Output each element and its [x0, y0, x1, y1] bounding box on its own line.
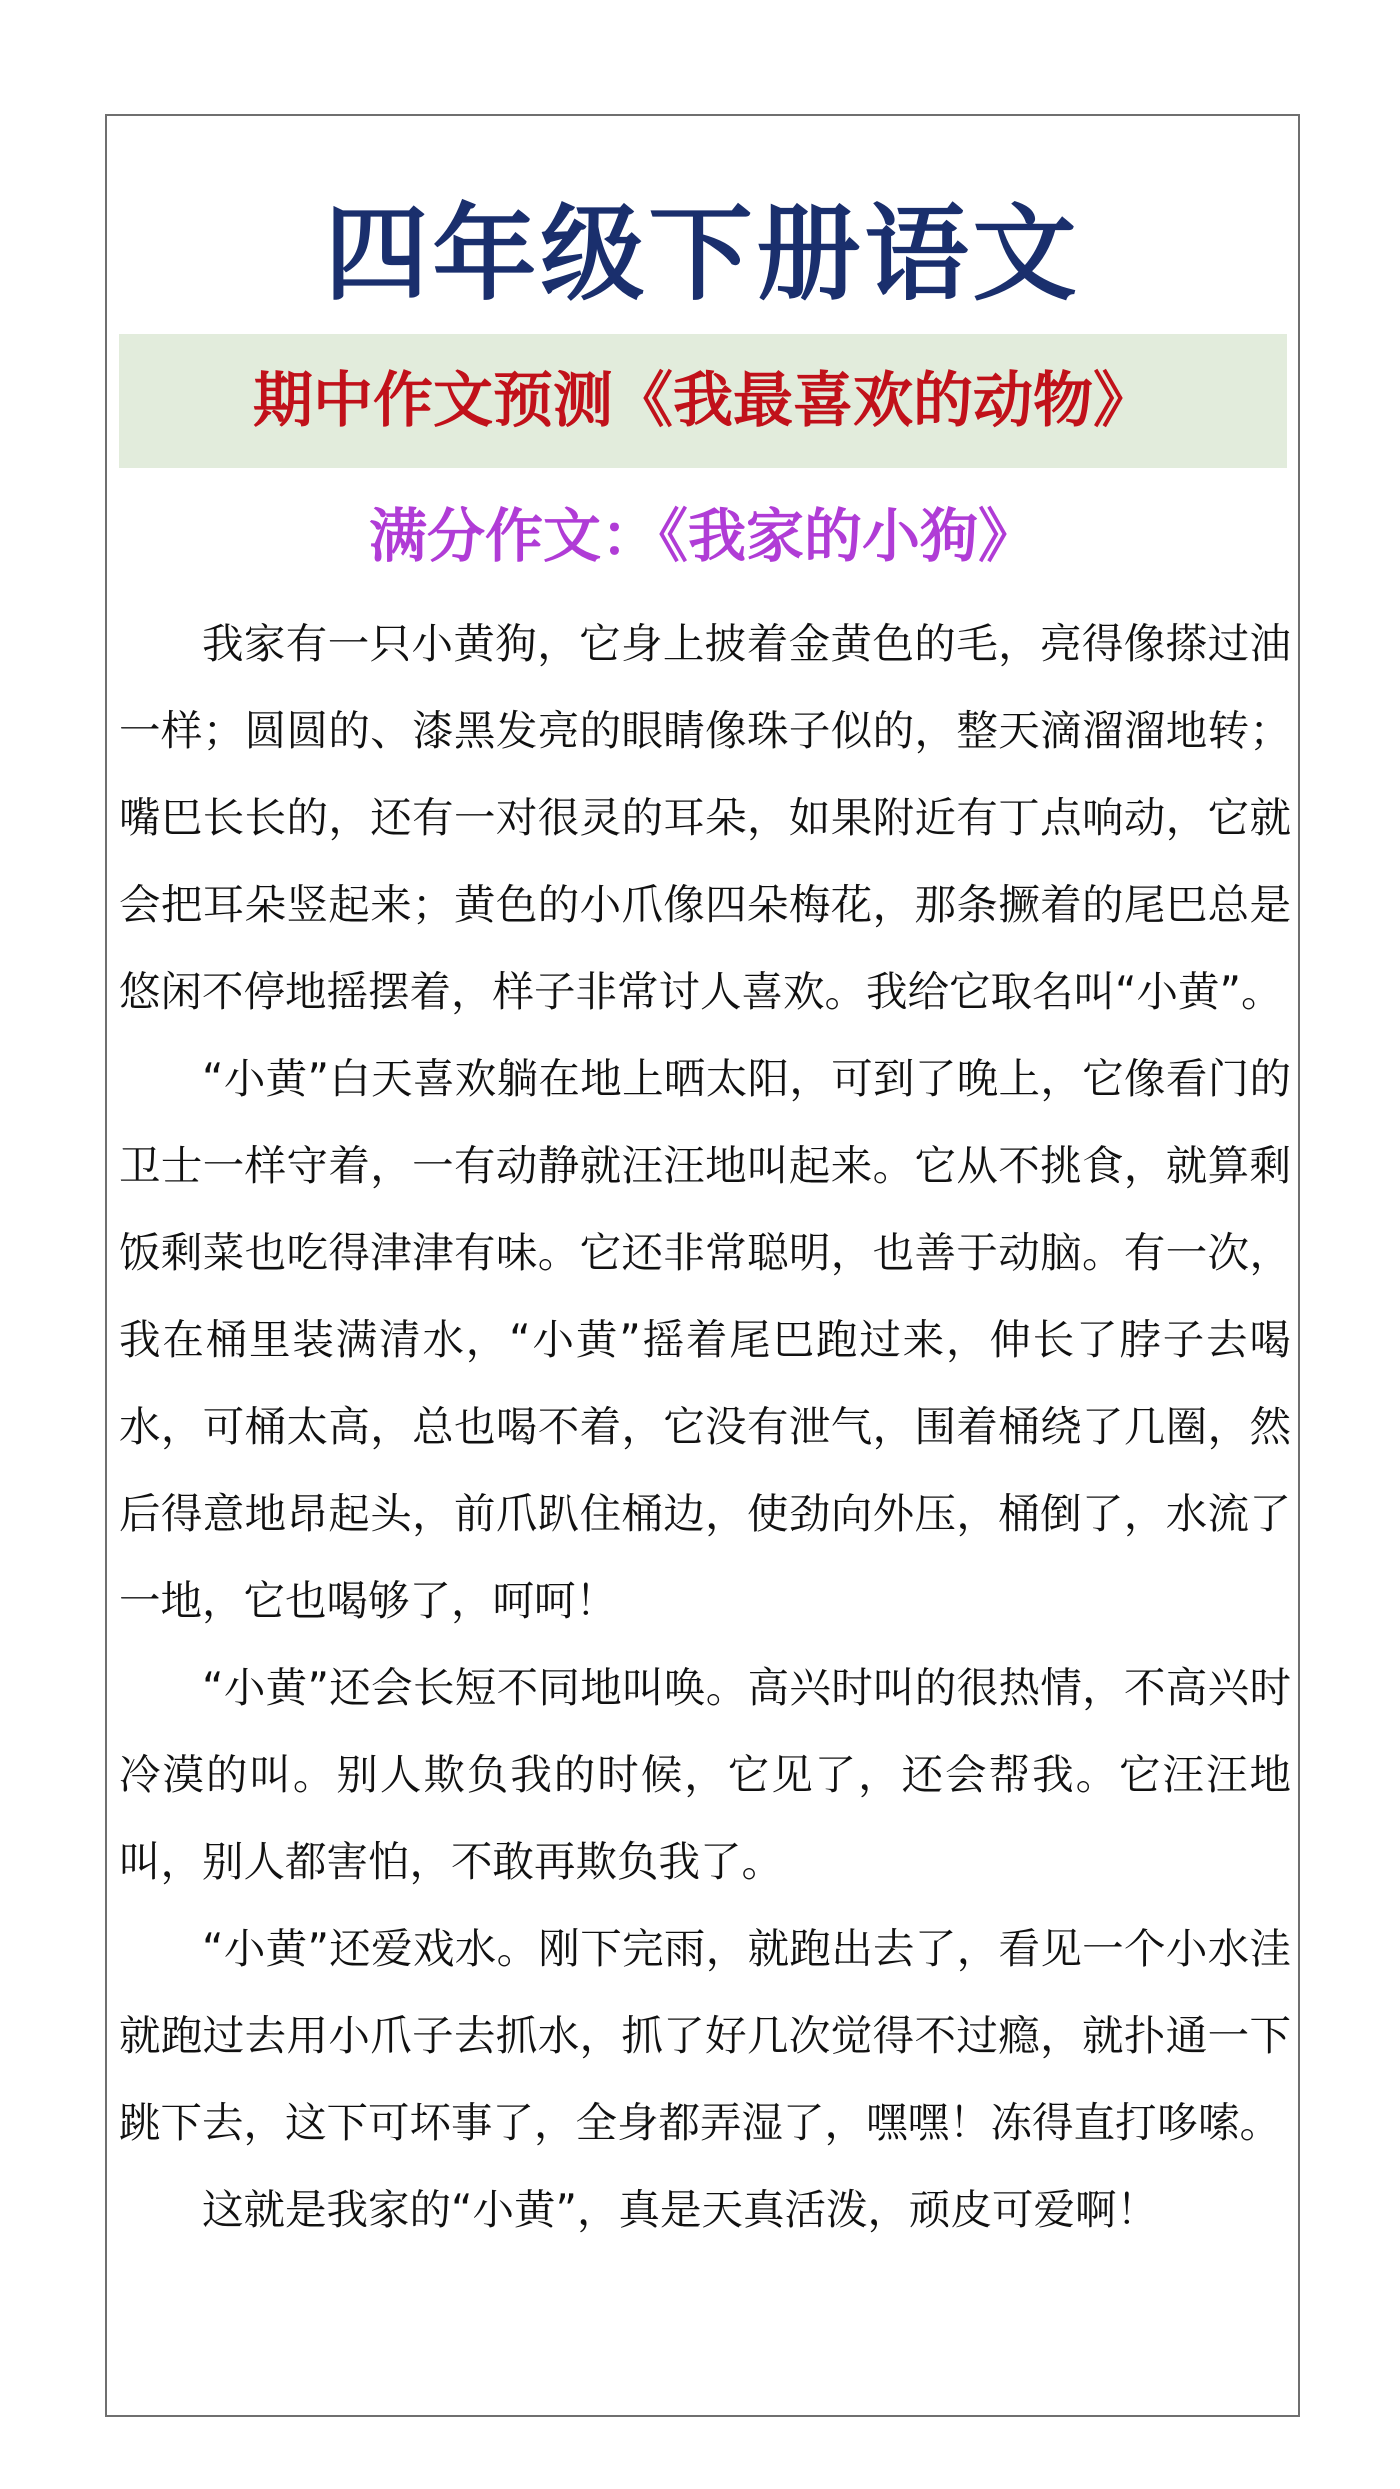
essay-paragraph-1: 我家有一只小黄狗，它身上披着金黄色的毛，亮得像搽过油一样；圆圆的、漆黑发亮的眼睛像珠子似的，整天滴溜溜地转；嘴巴长长的，还有一对很灵的耳朵，如果附近有丁点响动，它就会把耳朵竖起来；黄色的小爪像四朵梅花，那条撅着的尾巴总是悠闲不停地摇摆着，样子非常讨人喜欢。我给它取名叫“小黄”。	[119, 619, 1291, 1016]
essay-paragraph-4: “小黄”还爱戏水。刚下完雨，就跑出去了，看见一个小水洼就跑过去用小爪子去抓水，抓了好几次觉得不过瘾，就扑通一下跳下去，这下可坏事了，全身都弄湿了，嘿嘿！冻得直打哆嗦。	[119, 1924, 1291, 2147]
essay-paragraph-3: “小黄”还会长短不同地叫唤。高兴时叫的很热情，不高兴时冷漠的叫。别人欺负我的时候，它见了，还会帮我。它汪汪地叫，别人都害怕，不敢再欺负我了。	[119, 1663, 1291, 1886]
essay-paragraph-2: “小黄”白天喜欢躺在地上晒太阳，可到了晚上，它像看门的卫士一样守着，一有动静就汪汪地叫起来。它从不挑食，就算剩饭剩菜也吃得津津有味。它还非常聪明，也善于动脑。有一次，我在桶里装满清水，“小黄”摇着尾巴跑过来，伸长了脖子去喝水，可桶太高，总也喝不着，它没有泄气，围着桶绕了几圈，然后得意地昂起头，前爪趴住桶边，使劲向外压，桶倒了，水流了一地，它也喝够了，呵呵！	[119, 1054, 1291, 1625]
subtitle-band	[119, 334, 1287, 468]
essay-title: 满分作文：《我家的小狗》	[368, 502, 1036, 570]
document-frame	[105, 114, 1300, 2417]
main-title: 四年级下册语文	[324, 193, 1081, 315]
subtitle: 期中作文预测《我最喜欢的动物》	[253, 366, 1153, 436]
essay-paragraph-5: 这就是我家的“小黄”，真是天真活泼，顽皮可爱啊！	[202, 2185, 1159, 2234]
essay-body	[119, 600, 1291, 2253]
